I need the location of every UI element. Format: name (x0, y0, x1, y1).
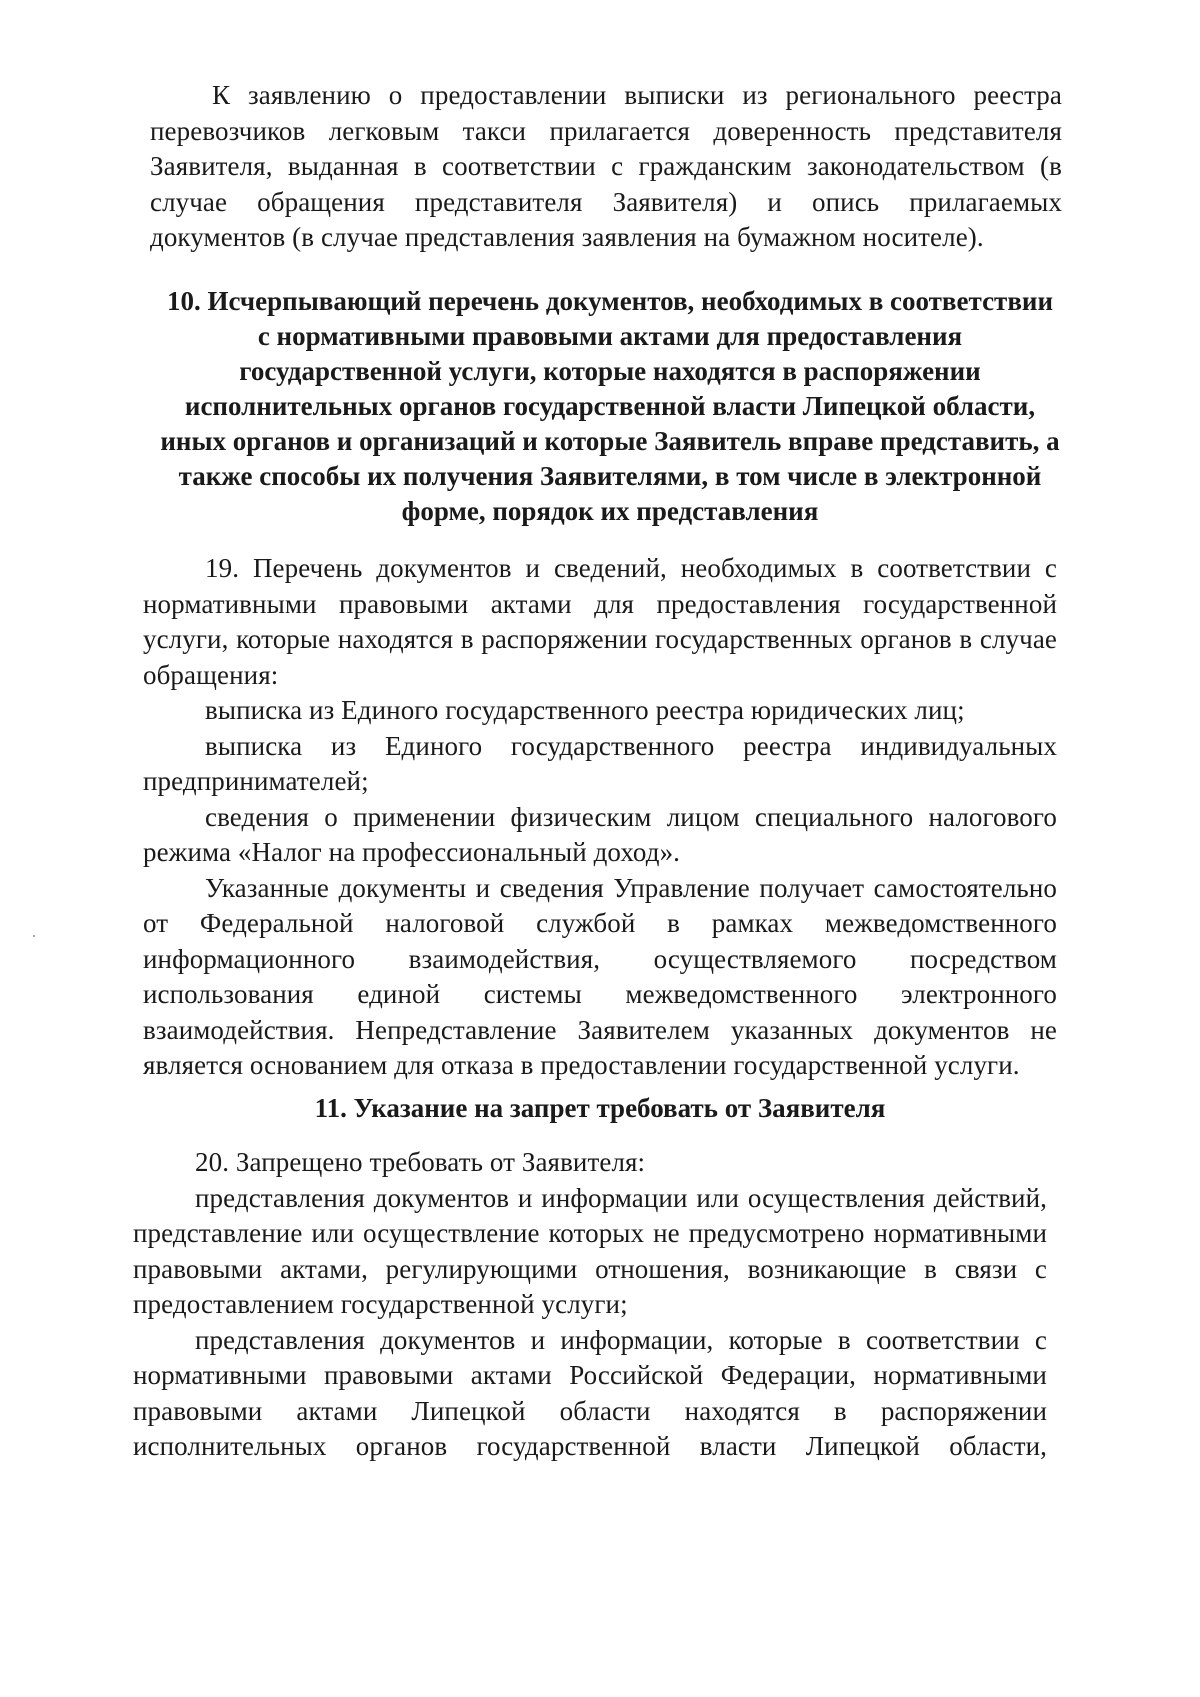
paragraph-20: 20. Запрещено требовать от Заявителя: (195, 1147, 646, 1177)
intro-section (150, 78, 1062, 256)
section-11-body (133, 1145, 1047, 1465)
section-10-heading: 10. Исчерпывающий перечень документов, необходимых в соответствии с нормативными правовыми актами для предоставления государственной услуги, которые находятся в распоряжении исполнительных органов государственной власти Липецкой области, иных органов и организаций и которые Заявитель вправе представить, а также способы их получения Заявителями, в том числе в электронной форме, порядок их представления (160, 286, 1060, 526)
scan-speck (33, 935, 35, 937)
section-11-heading: 11. Указание на запрет требовать от Заявителя (314, 1093, 886, 1123)
list-item-ip-extract: выписка из Единого государственного реестра индивидуальных предпринимателей; (143, 730, 1057, 796)
prohibition-item-2: представления документов и информации, которые в соответствии с нормативными правовыми актами Российской Федерации, нормативными правовыми актами Липецкой области находятся в распоряжении исполнительных органов государственной власти Липецкой области, (133, 1324, 1047, 1461)
paragraph-19: 19. Перечень документов и сведений, необходимых в соответствии с нормативными правовыми актами для предоставления государственной услуги, которые находятся в распоряжении государственных органов в случае обращения: (143, 553, 1057, 690)
list-item-tax-regime: сведения о применении физическим лицом специального налогового режима «Налог на профессиональный доход». (143, 801, 1057, 867)
prohibition-item-1: представления документов и информации или осуществления действий, представление или осуществление которых не предусмотрено нормативными правовыми актами, регулирующими отношения, возникающие в связи с предоставлением государственной услуги; (133, 1182, 1047, 1319)
paragraph-interagency: Указанные документы и сведения Управление получает самостоятельно от Федеральной налоговой службой в рамках межведомственного информационного взаимодействия, осуществляемого посредством использования единой системы межведомственного электронного взаимодействия. Непредставление Заявителем указанных документов не является основанием для отказа в предоставлении государственной услуги. (143, 872, 1057, 1080)
list-item-ul-extract: выписка из Единого государственного реестра юридических лиц; (205, 695, 965, 725)
intro-paragraph: К заявлению о предоставлении выписки из регионального реестра перевозчиков легковым такси прилагается доверенность представителя Заявителя, выданная в соответствии с гражданским законодательством (в случае обращения представителя Заявителя) и опись прилагаемых документов (в случае представления заявления на бумажном носителе). (150, 80, 1062, 252)
section-10-body (143, 551, 1057, 1084)
